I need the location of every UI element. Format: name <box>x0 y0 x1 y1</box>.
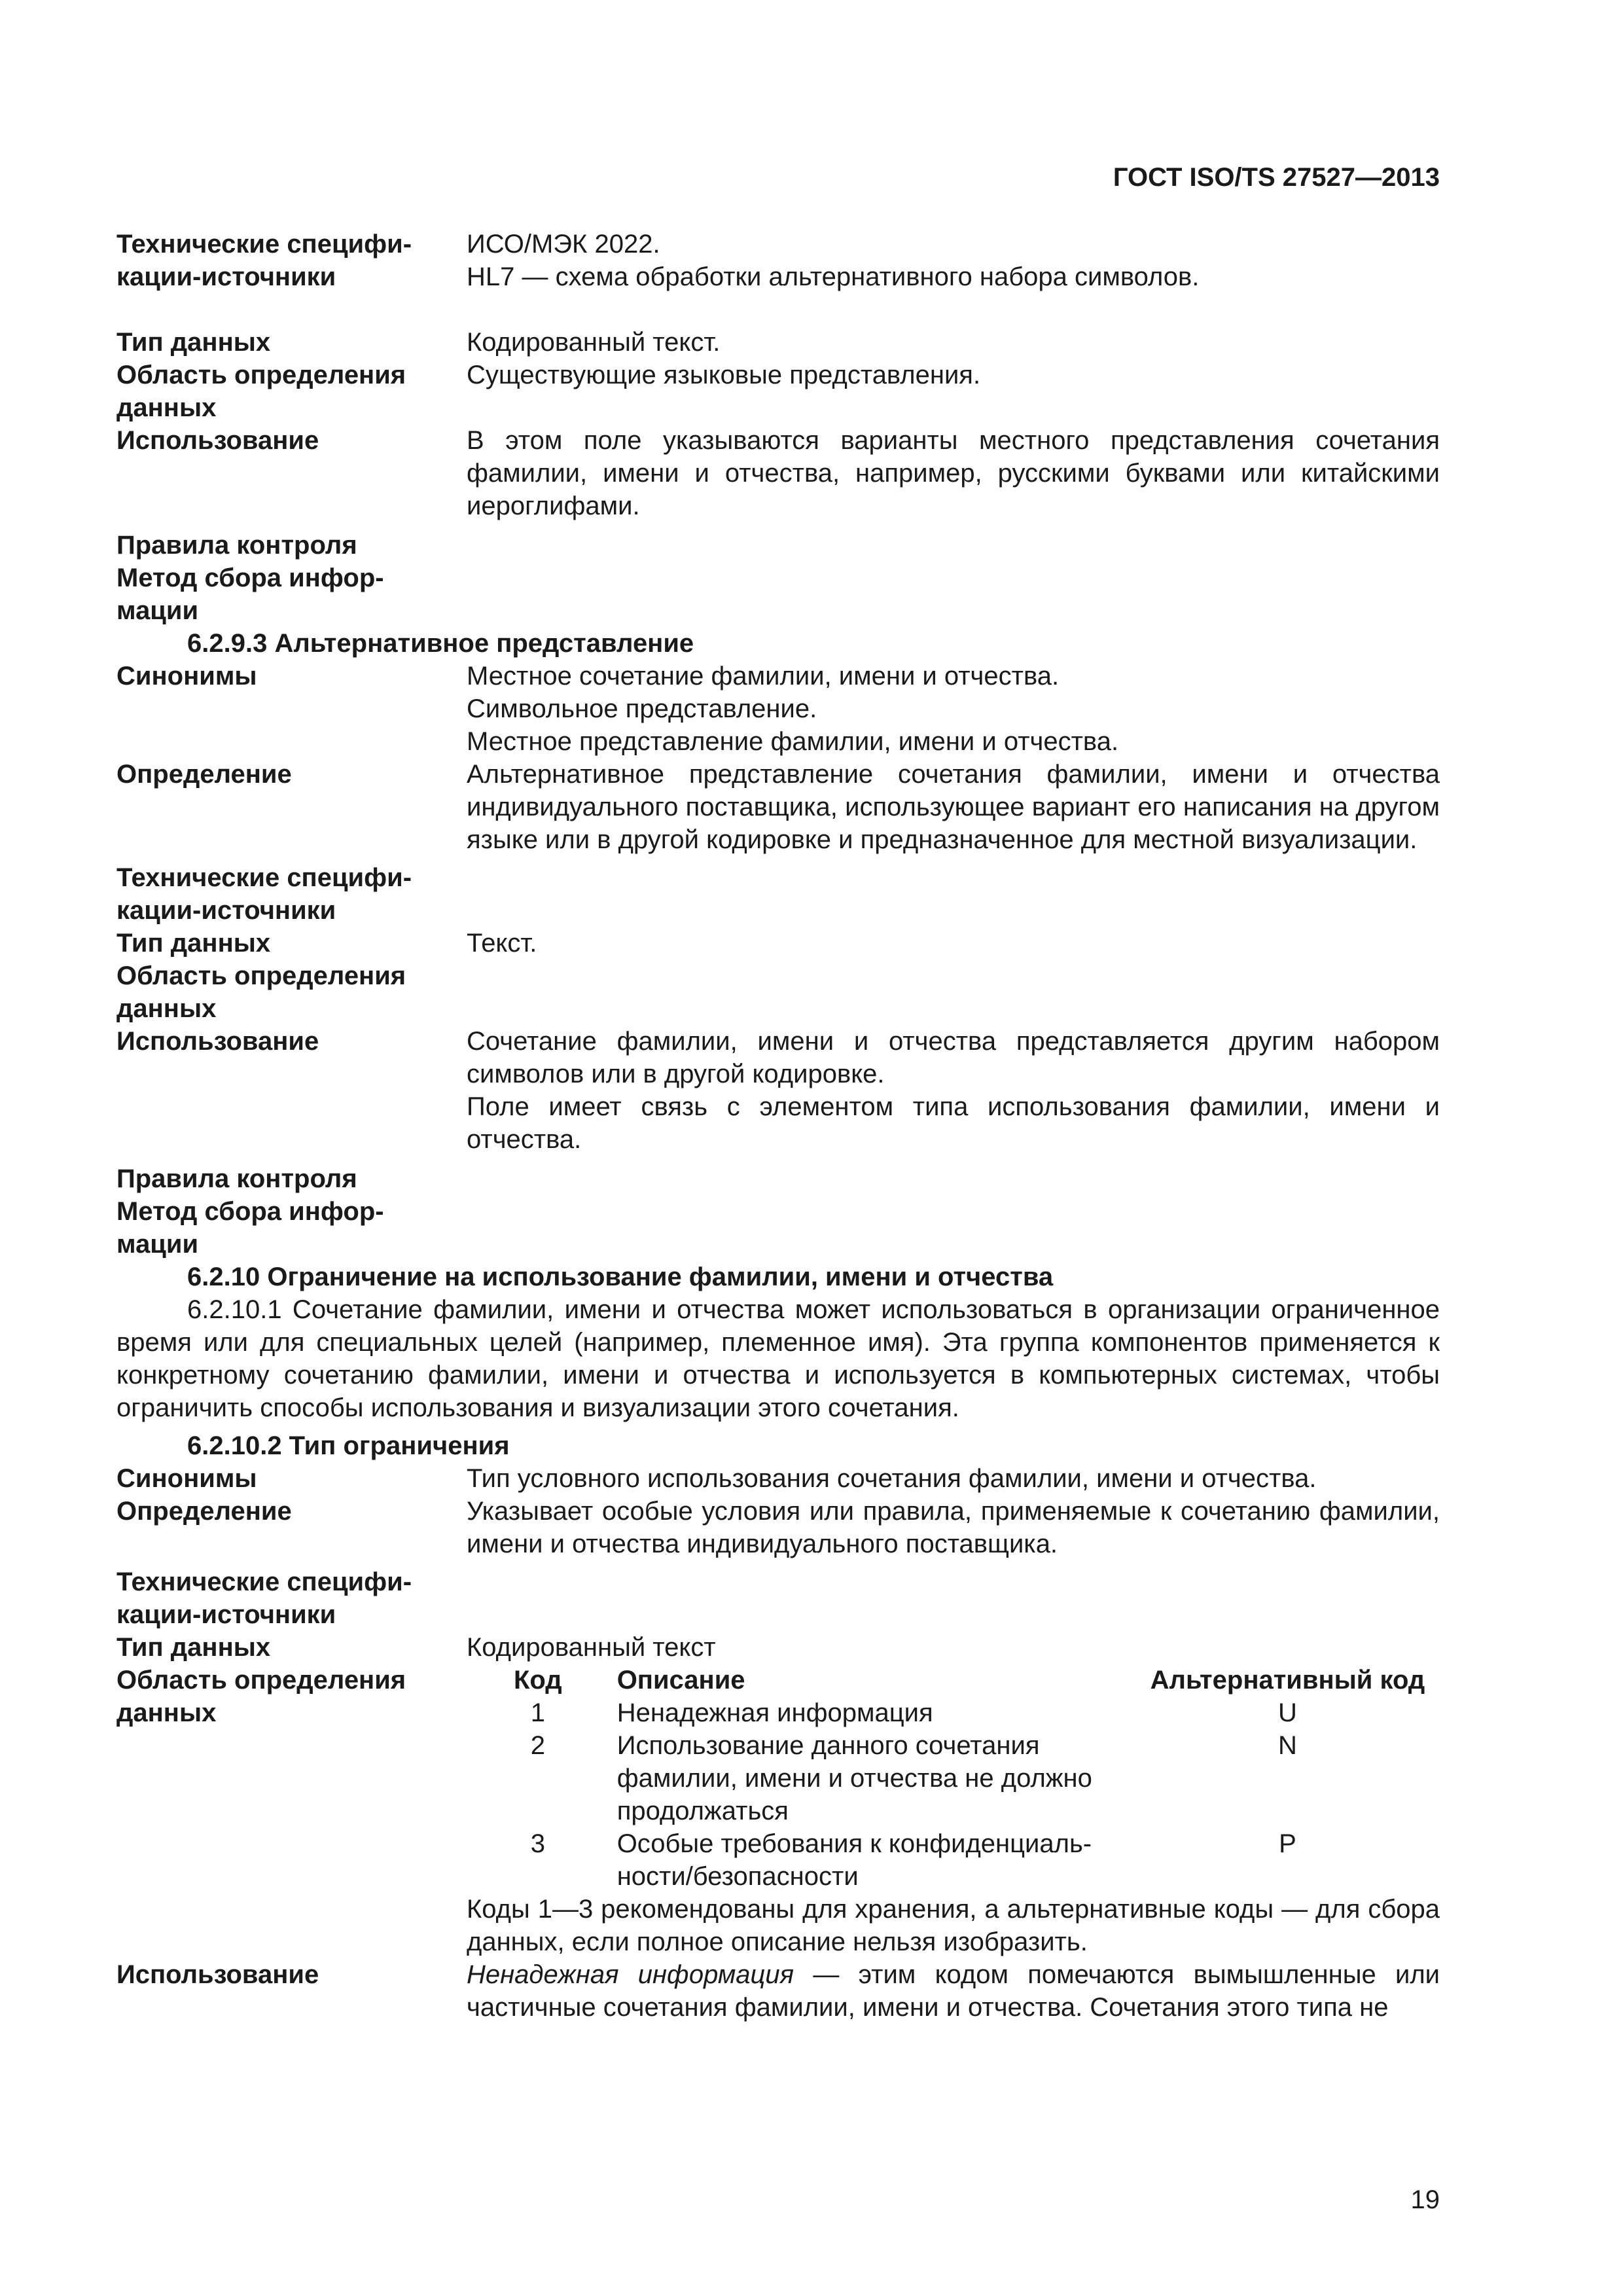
field-synonyms <box>116 660 1440 758</box>
field-usage <box>116 1958 1440 2024</box>
page-number: 19 <box>1410 2185 1440 2214</box>
cell-code: 2 <box>530 1731 545 1760</box>
field-value <box>467 1162 1440 1195</box>
table-row <box>467 1696 1440 1729</box>
value-line: ИСО/МЭК 2022. <box>467 230 660 259</box>
usage-text: — этим кодом помечаются вымышленные или частичные сочетания фамилии, имени и отчества. Сочетания этого типа не <box>467 1960 1440 2022</box>
term-label: Определение <box>116 760 292 789</box>
cell-description: Использование данного сочетания фамилии, имени и отчества не должно продолжаться <box>616 1731 1092 1825</box>
page-content <box>116 228 1440 2024</box>
table-header-row <box>467 1664 1440 1696</box>
value-line: Сочетание фамилии, имени и отчества представляется другим набором символов или в другой кодировке. <box>467 1027 1440 1088</box>
field-tech-specs <box>116 228 1440 293</box>
term-label: Правила контроля <box>116 1164 357 1193</box>
field-value <box>467 960 1440 1025</box>
term-label: Область определения данных <box>116 361 406 422</box>
field-usage <box>116 1025 1440 1156</box>
term-label: Тип данных <box>116 1633 271 1662</box>
field-value <box>467 562 1440 627</box>
section-heading: 6.2.9.3 Альтернативное представление <box>187 629 694 658</box>
table-row <box>467 1827 1440 1893</box>
cell-description: Ненадежная информация <box>616 1698 933 1727</box>
field-tech-specs <box>116 1566 1440 1631</box>
field-domain <box>116 1664 1440 1958</box>
value-line: Символьное представление. <box>467 694 817 723</box>
field-definition <box>116 1495 1440 1560</box>
field-usage <box>116 424 1440 522</box>
field-collection-method <box>116 562 1440 627</box>
term-label: Область определения данных <box>116 961 406 1023</box>
column-header-alt-code: Альтернативный код <box>1150 1666 1425 1695</box>
column-header-code: Код <box>513 1666 562 1695</box>
field-value <box>467 1664 1440 1958</box>
field-value <box>467 1958 1440 2024</box>
value-line: Поле имеет связь с элементом типа использования фамилии, имени и отчества. <box>467 1092 1440 1154</box>
value-line: HL7 — схема обработки альтернативного набора символов. <box>467 262 1200 291</box>
field-data-type <box>116 1631 1440 1664</box>
spacer <box>116 293 1440 326</box>
field-value <box>467 660 1440 758</box>
field-data-type <box>116 326 1440 359</box>
field-value: Кодированный текст <box>467 1633 716 1662</box>
field-definition <box>116 758 1440 856</box>
field-value: Текст. <box>467 929 537 958</box>
field-value <box>467 1566 1440 1631</box>
value-line: Местное сочетание фамилии, имени и отчества. <box>467 662 1060 691</box>
field-control-rules <box>116 1162 1440 1195</box>
table-row <box>467 1729 1440 1827</box>
cell-description: Особые требования к конфиденциаль-ности/безопасности <box>616 1829 1092 1891</box>
field-value: В этом поле указываются варианты местного представления сочетания фамилии, имени и отчества, например, русскими буквами или китайскими иероглифами. <box>467 426 1440 520</box>
document-page <box>116 0 1440 2296</box>
field-value: Альтернативное представление сочетания фамилии, имени и отчества индивидуального поставщика, использующее вариант его написания на другом языке или в другой кодировке и предназначенное для местной визуализации. <box>467 760 1440 854</box>
term-label: Технические специфи-кации-источники <box>116 863 412 925</box>
field-value <box>467 1025 1440 1156</box>
field-value: Существующие языковые представления. <box>467 361 981 389</box>
usage-italic-term: Ненадежная информация <box>467 1960 794 1989</box>
field-value <box>467 529 1440 562</box>
field-value <box>467 861 1440 927</box>
field-domain <box>116 359 1440 424</box>
term-label: Правила контроля <box>116 531 357 560</box>
field-value: Тип условного использования сочетания фамилии, имени и отчества. <box>467 1464 1317 1493</box>
field-data-type <box>116 927 1440 960</box>
standard-designation: ГОСТ ISO/TS 27527—2013 <box>1113 163 1440 192</box>
section-paragraph: 6.2.10.1 Сочетание фамилии, имени и отчества может использоваться в организации ограниченное время или для специальных целей (например, племенное имя). Эта группа компонентов применяется к конкретному сочетанию фамилии, имени и отчества и используется в компьютерных системах, чтобы ограничить способы использования и визуализации этого сочетания. <box>116 1295 1440 1422</box>
term-label: Определение <box>116 1497 292 1526</box>
term-label: Технические специфи-кации-источники <box>116 1568 412 1629</box>
term-label: Синонимы <box>116 662 257 691</box>
field-value <box>467 228 1440 293</box>
cell-code: 1 <box>530 1698 545 1727</box>
term-label: Синонимы <box>116 1464 257 1493</box>
field-value: Кодированный текст. <box>467 328 721 357</box>
section-heading: 6.2.10.2 Тип ограничения <box>187 1431 510 1460</box>
term-label: Метод сбора инфор-мации <box>116 564 384 625</box>
field-domain <box>116 960 1440 1025</box>
field-synonyms <box>116 1462 1440 1495</box>
section-heading: 6.2.10 Ограничение на использование фамилии, имени и отчества <box>187 1263 1054 1291</box>
term-label: Область определения данных <box>116 1666 406 1727</box>
field-control-rules <box>116 529 1440 562</box>
cell-alt-code: U <box>1278 1698 1297 1727</box>
term-label: Метод сбора инфор-мации <box>116 1197 384 1259</box>
term-label: Использование <box>116 1027 319 1056</box>
value-line: Местное представление фамилии, имени и отчества. <box>467 727 1119 756</box>
term-label: Использование <box>116 1960 319 1989</box>
term-label: Технические специфи-кации-источники <box>116 230 412 291</box>
column-header-description: Описание <box>616 1666 745 1695</box>
term-label: Тип данных <box>116 929 271 958</box>
cell-code: 3 <box>530 1829 545 1858</box>
field-collection-method <box>116 1195 1440 1261</box>
codes-note: Коды 1—3 рекомендованы для хранения, а альтернативные коды — для сбора данных, если полное описание нельзя изобразить. <box>467 1895 1440 1956</box>
term-label: Использование <box>116 426 319 455</box>
field-value: Указывает особые условия или правила, применяемые к сочетанию фамилии, имени и отчества индивидуального поставщика. <box>467 1497 1440 1558</box>
field-value <box>467 1195 1440 1261</box>
codes-table <box>467 1664 1440 1893</box>
cell-alt-code: N <box>1278 1731 1297 1760</box>
term-label: Тип данных <box>116 328 271 357</box>
field-tech-specs <box>116 861 1440 927</box>
cell-alt-code: P <box>1279 1829 1296 1858</box>
